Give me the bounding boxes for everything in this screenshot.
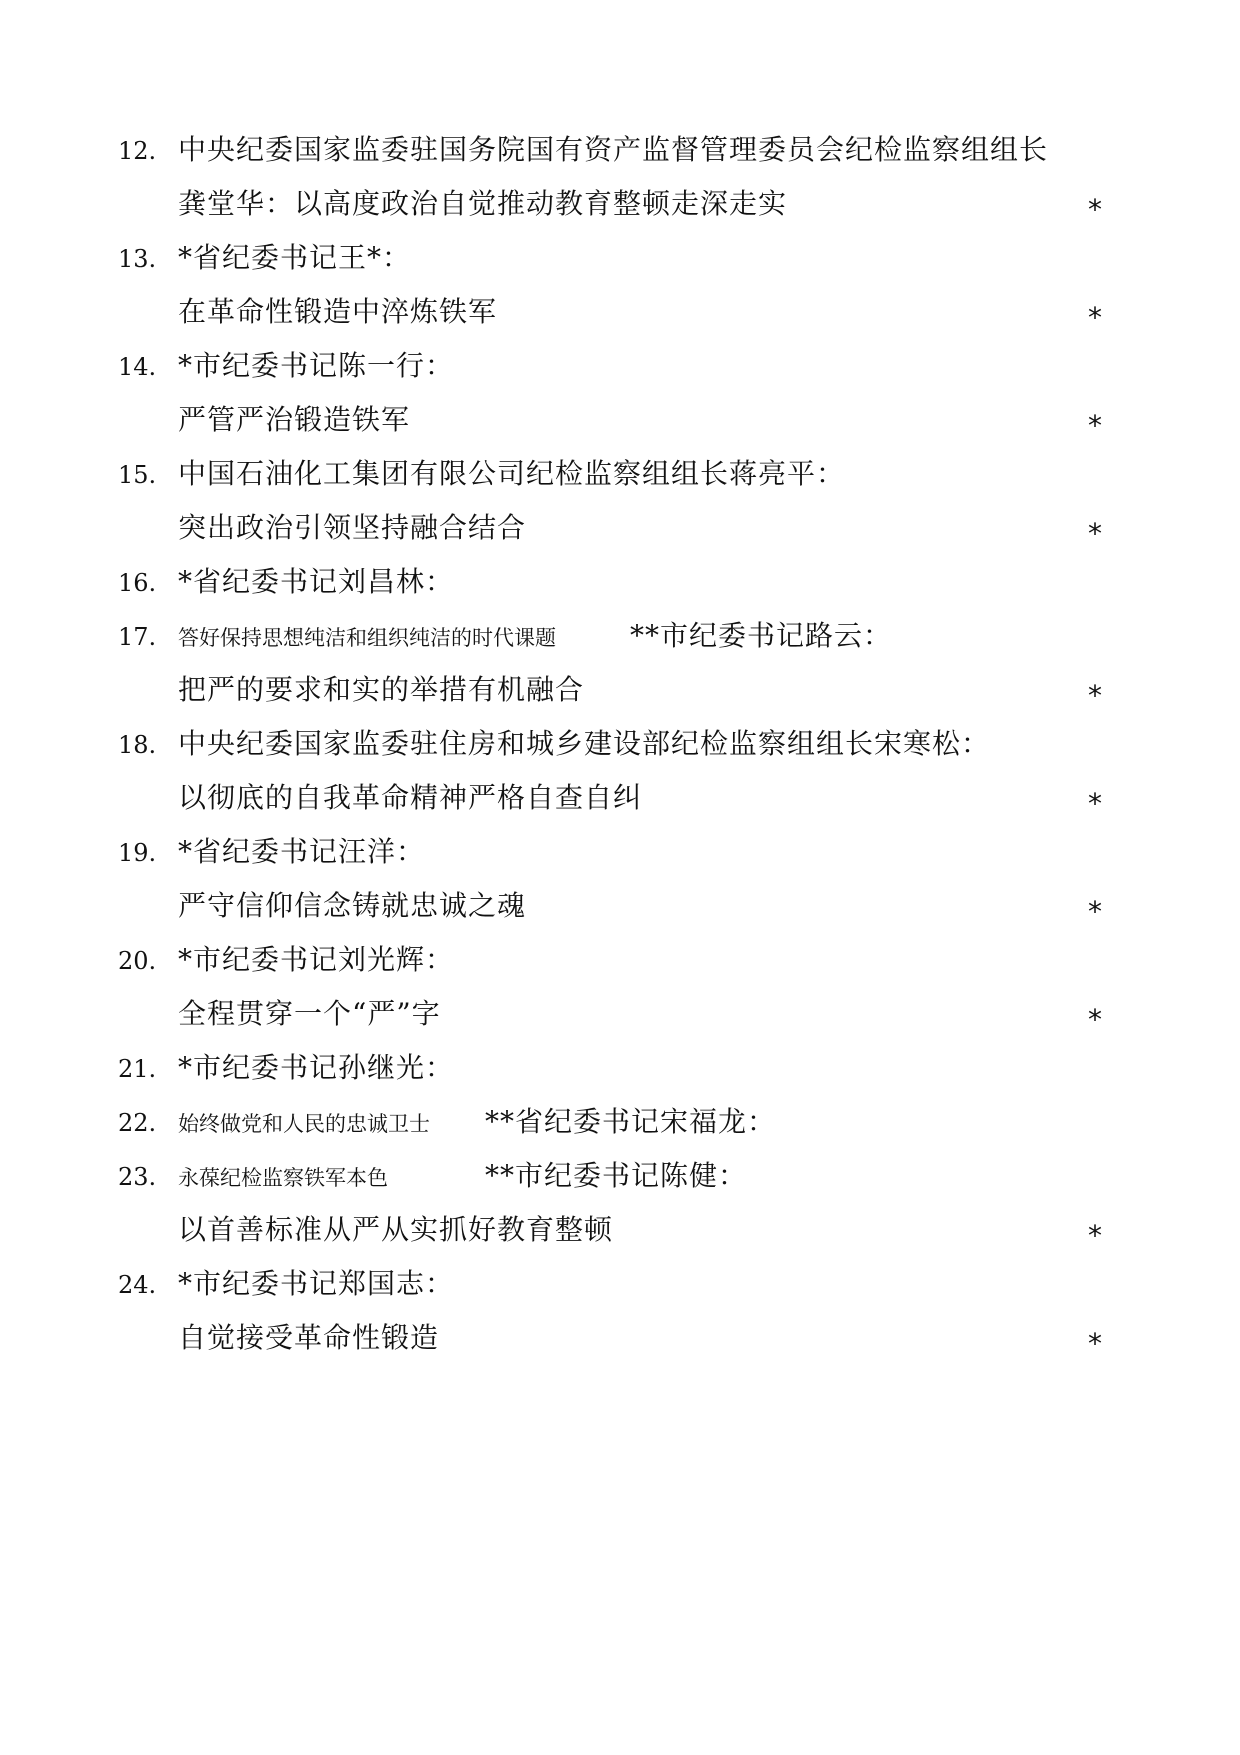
toc-entry-17 <box>0 610 1240 664</box>
entry-small-text: 始终做党和人民的忠诚卫士 <box>178 1112 430 1136</box>
entry-page-marker: * <box>1088 1327 1102 1360</box>
entry-title: *省纪委书记王*： <box>178 241 412 274</box>
entry-subtitle: 把严的要求和实的举措有机融合 <box>178 673 585 706</box>
toc-entry-23-subtitle <box>0 1204 1240 1258</box>
entry-subtitle: 全程贯穿一个“严”字 <box>178 997 441 1030</box>
toc-entry-21 <box>0 1042 1240 1096</box>
entry-subtitle: 以首善标准从严从实抓好教育整顿 <box>178 1213 614 1246</box>
entry-title: **市纪委书记路云： <box>630 619 893 652</box>
toc-entry-12 <box>0 124 1240 178</box>
entry-title: **市纪委书记陈健： <box>485 1159 748 1192</box>
entry-title: 中央纪委国家监委驻国务院国有资产监督管理委员会纪检监察组组长 <box>178 133 1049 166</box>
toc-entry-16 <box>0 556 1240 610</box>
toc-entry-23 <box>0 1150 1240 1204</box>
entry-page-marker: * <box>1088 301 1102 334</box>
toc-entry-12-subtitle <box>0 178 1240 232</box>
entry-title: *市纪委书记刘光辉： <box>178 943 455 976</box>
entry-page-marker: * <box>1088 679 1102 712</box>
entry-small-text: 答好保持思想纯洁和组织纯洁的时代课题 <box>178 626 556 650</box>
entry-number: 22. <box>118 1109 157 1137</box>
entry-number: 16. <box>118 569 157 597</box>
entry-number: 19. <box>118 839 157 867</box>
toc-entry-24-subtitle <box>0 1312 1240 1366</box>
entry-page-marker: * <box>1088 895 1102 928</box>
entry-page-marker: * <box>1088 1219 1102 1252</box>
entry-number: 21. <box>118 1055 157 1083</box>
entry-number: 20. <box>118 947 157 975</box>
entry-subtitle: 以彻底的自我革命精神严格自查自纠 <box>178 781 643 814</box>
entry-title: *市纪委书记郑国志： <box>178 1267 455 1300</box>
entry-number: 15. <box>118 461 157 489</box>
entry-title: **省纪委书记宋福龙： <box>485 1105 777 1138</box>
entry-subtitle: 龚堂华：以高度政治自觉推动教育整顿走深走实 <box>178 187 788 220</box>
entry-page-marker: * <box>1088 787 1102 820</box>
entry-subtitle: 严守信仰信念铸就忠诚之魂 <box>178 889 527 922</box>
toc-entry-19 <box>0 826 1240 880</box>
toc-entry-18 <box>0 718 1240 772</box>
entry-page-marker: * <box>1088 193 1102 226</box>
toc-entry-17-subtitle <box>0 664 1240 718</box>
toc-entry-13 <box>0 232 1240 286</box>
entry-number: 17. <box>118 623 157 651</box>
entry-title: *省纪委书记刘昌林： <box>178 565 455 598</box>
entry-subtitle: 突出政治引领坚持融合结合 <box>178 511 527 544</box>
entry-number: 14. <box>118 353 157 381</box>
entry-title: *市纪委书记孙继光： <box>178 1051 455 1084</box>
entry-subtitle: 自觉接受革命性锻造 <box>178 1321 440 1354</box>
entry-page-marker: * <box>1088 517 1102 550</box>
toc-entry-13-subtitle <box>0 286 1240 340</box>
entry-number: 24. <box>118 1271 157 1299</box>
toc-entry-24 <box>0 1258 1240 1312</box>
toc-entry-20-subtitle <box>0 988 1240 1042</box>
entry-title: *市纪委书记陈一行： <box>178 349 455 382</box>
toc-entry-15 <box>0 448 1240 502</box>
toc-entry-18-subtitle <box>0 772 1240 826</box>
entry-subtitle: 在革命性锻造中淬炼铁军 <box>178 295 498 328</box>
toc-entry-19-subtitle <box>0 880 1240 934</box>
entry-number: 12. <box>118 137 157 165</box>
entry-title: 中国石油化工集团有限公司纪检监察组组长蒋亮平： <box>178 457 846 490</box>
toc-entry-14 <box>0 340 1240 394</box>
entry-number: 18. <box>118 731 157 759</box>
entry-number: 13. <box>118 245 157 273</box>
toc-entry-15-subtitle <box>0 502 1240 556</box>
entry-number: 23. <box>118 1163 157 1191</box>
entry-title: *省纪委书记汪洋： <box>178 835 426 868</box>
entry-small-text: 永葆纪检监察铁军本色 <box>178 1166 388 1190</box>
entry-page-marker: * <box>1088 409 1102 442</box>
entry-subtitle: 严管严治锻造铁军 <box>178 403 411 436</box>
toc-entry-22 <box>0 1096 1240 1150</box>
toc-entry-20 <box>0 934 1240 988</box>
entry-title: 中央纪委国家监委驻住房和城乡建设部纪检监察组组长宋寒松： <box>178 727 991 760</box>
toc-entry-14-subtitle <box>0 394 1240 448</box>
entry-page-marker: * <box>1088 1003 1102 1036</box>
